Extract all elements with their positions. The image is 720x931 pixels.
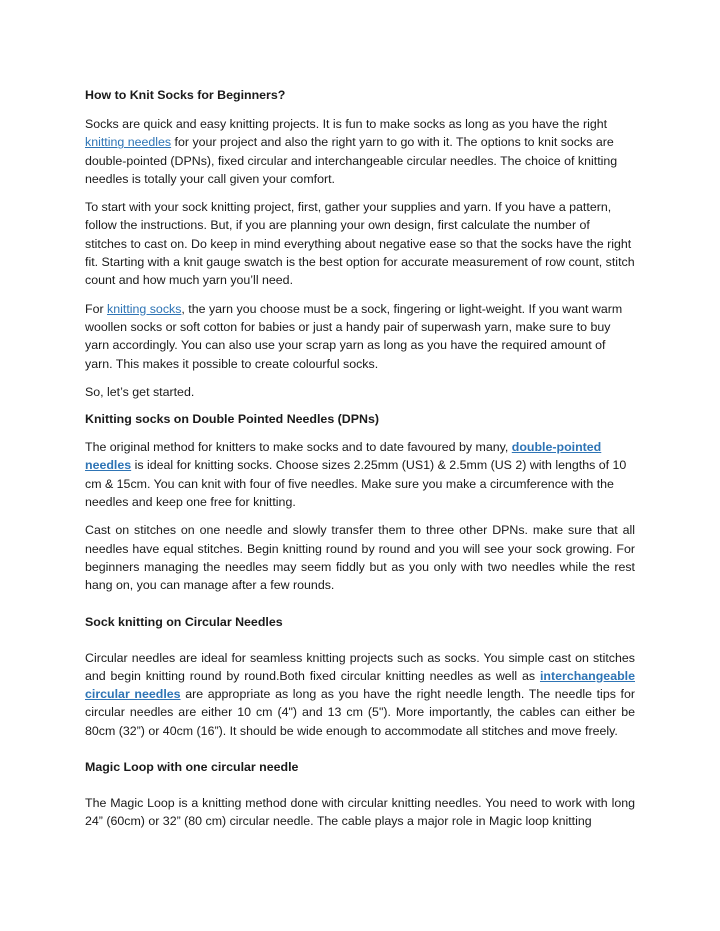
yarn-paragraph (85, 300, 635, 373)
section-circular-heading: Sock knitting on Circular Needles (85, 614, 283, 629)
supplies-paragraph: To start with your sock knitting project, first, gather your supplies and yarn. If you have a pattern, follow the instructions. But, if you are planning your own design, first calculate the number of stitches to cast on. Do keep in mind everything about negative ease so that the socks have the right fit. Starting with a knit gauge swatch is the best option for accurate measurement of row count, stitch count and how much yarn you’ll need. (85, 200, 635, 288)
dpn-text-post: is ideal for knitting socks. Choose sizes 2.25mm (US1) & 2.5mm (US 2) with lengths of 10 cm & 15cm. You can knit with four of five needles. Make sure you make a circumference with the needles and keep one free for knitting. (85, 458, 627, 510)
circular-text-pre: Circular needles are ideal for seamless knitting projects such as socks. You simple cast on stitches and begin knitting round by round.Both fixed circular knitting needles as well as (85, 650, 635, 683)
section-dpn-heading: Knitting socks on Double Pointed Needles (DPNs) (85, 412, 379, 427)
circular-text-post: are appropriate as long as you have the right needle length. The needle tips for circular needles are either 10 cm (4") and 13 cm (5"). More importantly, the cables can either be 80cm (32”) or 40cm (16”). It should be wide enough to accommodate all stitches and move freely. (85, 687, 635, 738)
article-title: How to Knit Socks for Beginners? (85, 88, 286, 102)
double-pointed-needles-link[interactable]: double-pointed needles (85, 440, 602, 473)
yarn-text-pre: For (85, 301, 108, 316)
yarn-text-post: , the yarn you choose must be a sock, fingering or light-weight. If you want warm woollen socks or soft cotton for babies or just a handy pair of superwash yarn, make sure to buy yarn accordingly. You can also use your scrap yarn as long as you have the required amount of yarn. This makes it possible to create colourful socks. (85, 301, 623, 371)
interchangeable-circular-needles-link[interactable]: interchangeable circular needles (85, 668, 635, 702)
knitting-needles-link[interactable]: knitting needles (85, 135, 172, 150)
intro-paragraph (85, 115, 635, 188)
document-page (85, 86, 635, 831)
magic-loop-paragraph: The Magic Loop is a knitting method done with circular knitting needles. You need to work with long 24” (60cm) or 32” (80 cm) circular needle. The cable plays a major role in Magic loop knitting (85, 796, 635, 829)
dpn-text-pre: The original method for knitters to make socks and to date favoured by many, (85, 440, 512, 455)
intro-text-post: for your project and also the right yarn to go with it. The options to knit socks are double-pointed (DPNs), fixed circular and interchangeable circular needles. The choice of knitting needles is totally your call given your comfort. (85, 135, 618, 186)
intro-text-pre: Socks are quick and easy knitting projects. It is fun to make socks as long as you have the right (85, 117, 608, 131)
dpn-paragraph-1 (85, 438, 635, 511)
circular-paragraph (85, 649, 635, 740)
knitting-socks-link[interactable]: knitting socks (107, 301, 182, 316)
section-magic-loop-heading: Magic Loop with one circular needle (85, 760, 299, 775)
get-started-paragraph: So, let’s get started. (85, 384, 195, 399)
dpn-paragraph-2: Cast on stitches on one needle and slowly transfer them to three other DPNs. make sure that all needles have equal stitches. Begin knitting round by round and you will see your sock growing. For beginners managing the needles may seem fiddly but as you only with two needles while the rest hang on, you can manage after a few rounds. (85, 523, 635, 593)
